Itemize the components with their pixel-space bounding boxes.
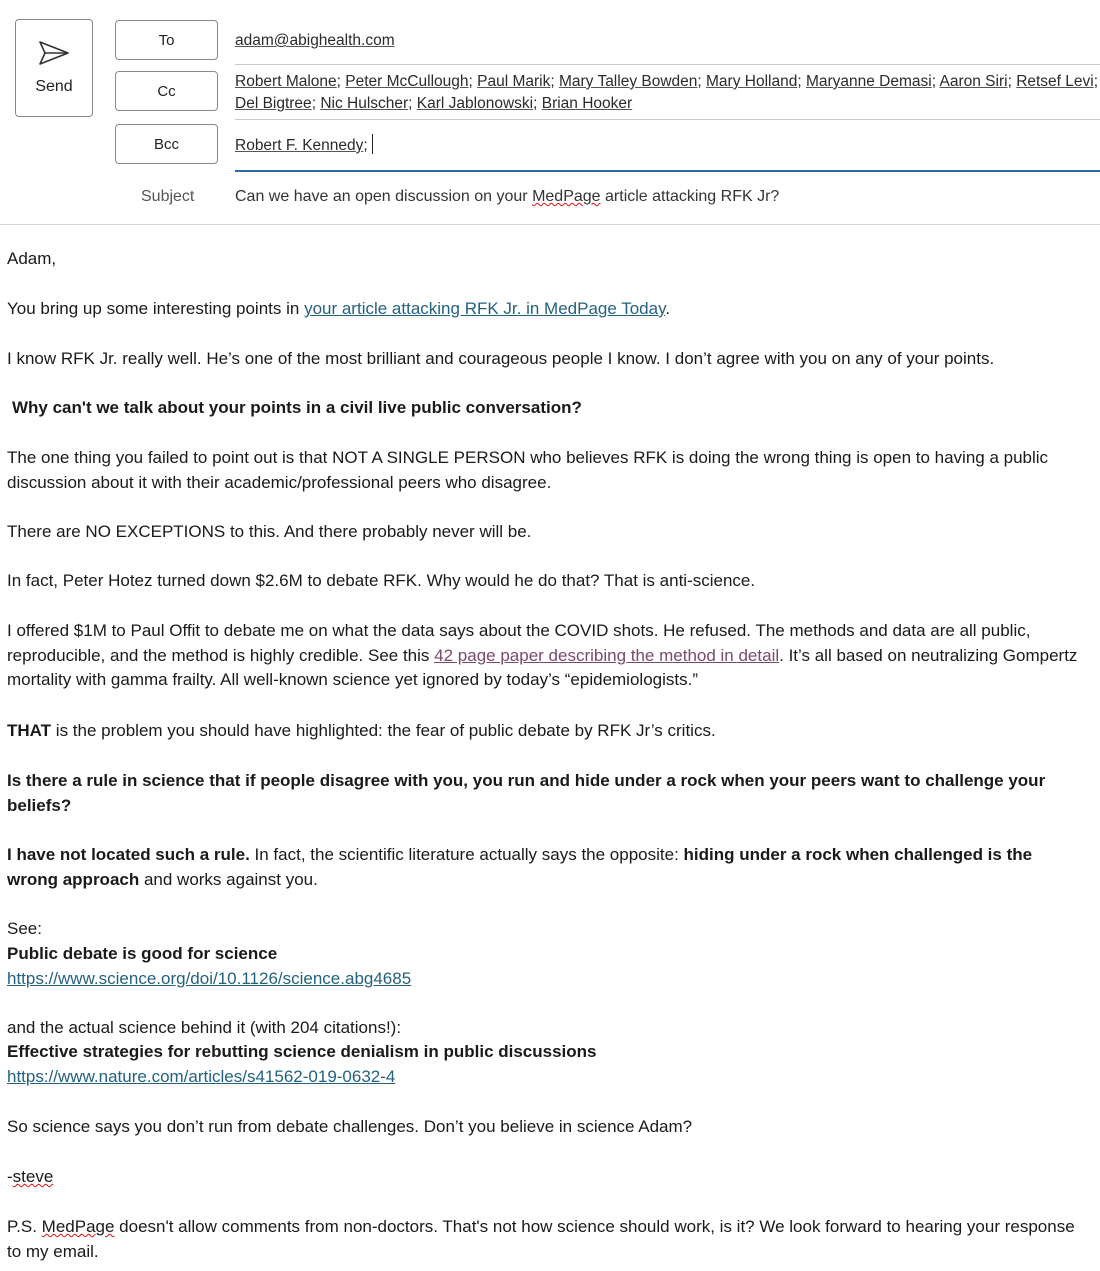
paragraph-3: Why can't we talk about your points in a civil live public conversation? bbox=[12, 398, 582, 417]
recipient-cc[interactable]: Paul Marik bbox=[477, 73, 551, 90]
text-run: I have not located such a rule. bbox=[7, 845, 250, 864]
cc-field[interactable] bbox=[235, 71, 1100, 115]
subject-text-start: Can we have an open discussion on your bbox=[235, 188, 533, 205]
recipient-cc[interactable]: Mary Holland bbox=[706, 73, 798, 90]
reference-1-title: Public debate is good for science bbox=[7, 944, 278, 963]
cc-button[interactable]: Cc bbox=[115, 71, 218, 111]
spellcheck-flag[interactable]: MedPage bbox=[41, 1217, 115, 1236]
reference-1-link[interactable]: https://www.science.org/doi/10.1126/science.abg4685 bbox=[7, 969, 412, 988]
paragraph-9: Is there a rule in science that if people disagree with you, you run and hide under a rock when your peers want to challenge your beliefs? bbox=[7, 771, 1046, 815]
paragraph-1 bbox=[7, 297, 1087, 322]
text-run: . bbox=[665, 299, 671, 318]
paragraph-5: There are NO EXCEPTIONS to this. And there probably never will be. bbox=[7, 522, 532, 541]
text-run: hiding under a rock when challenged is the wrong approach bbox=[7, 845, 1033, 889]
recipient-cc[interactable]: Robert Malone bbox=[235, 73, 337, 90]
paragraph-6: In fact, Peter Hotez turned down $2.6M to debate RFK. Why would he do that? That is anti-science. bbox=[7, 571, 756, 590]
see-label: See: bbox=[7, 919, 42, 938]
postscript bbox=[7, 1215, 1087, 1264]
reference-2-row bbox=[7, 1065, 1087, 1090]
reference-2-link[interactable]: https://www.nature.com/articles/s41562-019-0632-4 bbox=[7, 1067, 396, 1086]
to-button[interactable]: To bbox=[115, 20, 218, 60]
greeting: Adam, bbox=[7, 249, 57, 268]
text-run: is the problem you should have highlighted: the fear of public debate by RFK Jr’s critics. bbox=[51, 721, 716, 740]
recipient-to[interactable]: adam@abighealth.com bbox=[235, 32, 395, 49]
recipient-cc[interactable]: Karl Jablonowski bbox=[416, 95, 534, 112]
text-run: THAT bbox=[7, 721, 52, 740]
paragraph-4: The one thing you failed to point out is that NOT A SINGLE PERSON who believes RFK is doing the wrong thing is open to having a public discussion about it with their academic/professional peers who disagree. bbox=[7, 448, 1049, 492]
paragraph-10 bbox=[7, 843, 1087, 892]
recipient-cc[interactable]: Nic Hulscher bbox=[320, 95, 409, 112]
bcc-field[interactable]: Robert F. Kennedy; bbox=[235, 134, 1100, 157]
to-field[interactable] bbox=[235, 30, 1100, 52]
text-run: doesn't allow comments from non-doctors. That's not how science should work, is it? We look forward to hearing your response to my email. bbox=[7, 1217, 1075, 1261]
recipient-cc[interactable]: Peter McCullough bbox=[345, 73, 469, 90]
reference-2-intro: and the actual science behind it (with 204 citations!): bbox=[7, 1018, 402, 1037]
text-run: . It’s all based on neutralizing Gompertz mortality with gamma frailty. All well-known science yet ignored by today’s “epidemiologists.” bbox=[7, 645, 1078, 689]
subject-label: Subject bbox=[141, 188, 195, 205]
spellcheck-flag[interactable]: MedPage bbox=[532, 188, 601, 205]
text-run: You bring up some interesting points in bbox=[7, 299, 305, 318]
send-label: Send bbox=[35, 78, 73, 95]
subject-text-end: article attacking RFK Jr? bbox=[600, 188, 780, 205]
text-cursor bbox=[372, 134, 373, 154]
subject-input[interactable] bbox=[235, 188, 779, 206]
recipient-cc[interactable]: Aaron Siri bbox=[939, 73, 1008, 90]
send-button[interactable] bbox=[15, 19, 93, 117]
cc-row-2: Del Bigtree; Nic Hulscher; Karl Jablonowski; Brian Hooker bbox=[235, 95, 633, 112]
reference-2-title: Effective strategies for rebutting science denialism in public discussions bbox=[7, 1042, 597, 1061]
recipient-cc[interactable]: Mary Talley Bowden bbox=[558, 73, 698, 90]
paragraph-2: I know RFK Jr. really well. He’s one of the most brilliant and courageous people I know. I don’t agree with you on any of your points. bbox=[7, 349, 995, 368]
bcc-field-focus-underline bbox=[235, 170, 1100, 172]
spellcheck-flag[interactable]: steve bbox=[12, 1167, 54, 1186]
text-run: and works against you. bbox=[139, 869, 318, 889]
cc-row-1: Robert Malone; Peter McCullough; Paul Marik; Mary Talley Bowden; Mary Holland; Maryanne Demasi; Aaron Siri; Retsef Levi; bbox=[235, 73, 1099, 90]
paragraph-8 bbox=[7, 719, 1087, 744]
bcc-button[interactable]: Bcc bbox=[115, 124, 218, 164]
text-run: In fact, the scientific literature actually says the opposite: bbox=[249, 845, 684, 864]
text-run: - bbox=[7, 1167, 13, 1186]
signature bbox=[7, 1165, 1087, 1190]
text-run: I offered $1M to Paul Offit to debate me on what the data says about the COVID shots. He refused. The methods and data are all public, reproducible, and the method is highly credible. See this bbox=[7, 621, 1031, 665]
recipient-bcc[interactable]: Robert F. Kennedy bbox=[235, 137, 364, 154]
paragraph-7 bbox=[7, 619, 1087, 693]
recipient-cc[interactable]: Retsef Levi bbox=[1016, 73, 1094, 90]
medpage-article-link[interactable]: your article attacking RFK Jr. in MedPage Today bbox=[304, 299, 666, 318]
closing-line: So science says you don’t run from debate challenges. Don’t you believe in science Adam? bbox=[7, 1117, 693, 1136]
cc-field-underline bbox=[235, 119, 1100, 120]
header-divider bbox=[0, 224, 1100, 225]
send-icon bbox=[38, 40, 70, 66]
reference-1-row bbox=[7, 967, 1087, 992]
method-paper-link[interactable]: 42 page paper describing the method in detail bbox=[434, 645, 780, 665]
recipient-cc[interactable]: Maryanne Demasi bbox=[805, 73, 932, 90]
to-field-underline bbox=[235, 64, 1100, 65]
recipient-cc[interactable]: Brian Hooker bbox=[541, 95, 633, 112]
recipient-cc[interactable]: Del Bigtree bbox=[235, 95, 312, 112]
text-run: P.S. bbox=[7, 1217, 42, 1236]
